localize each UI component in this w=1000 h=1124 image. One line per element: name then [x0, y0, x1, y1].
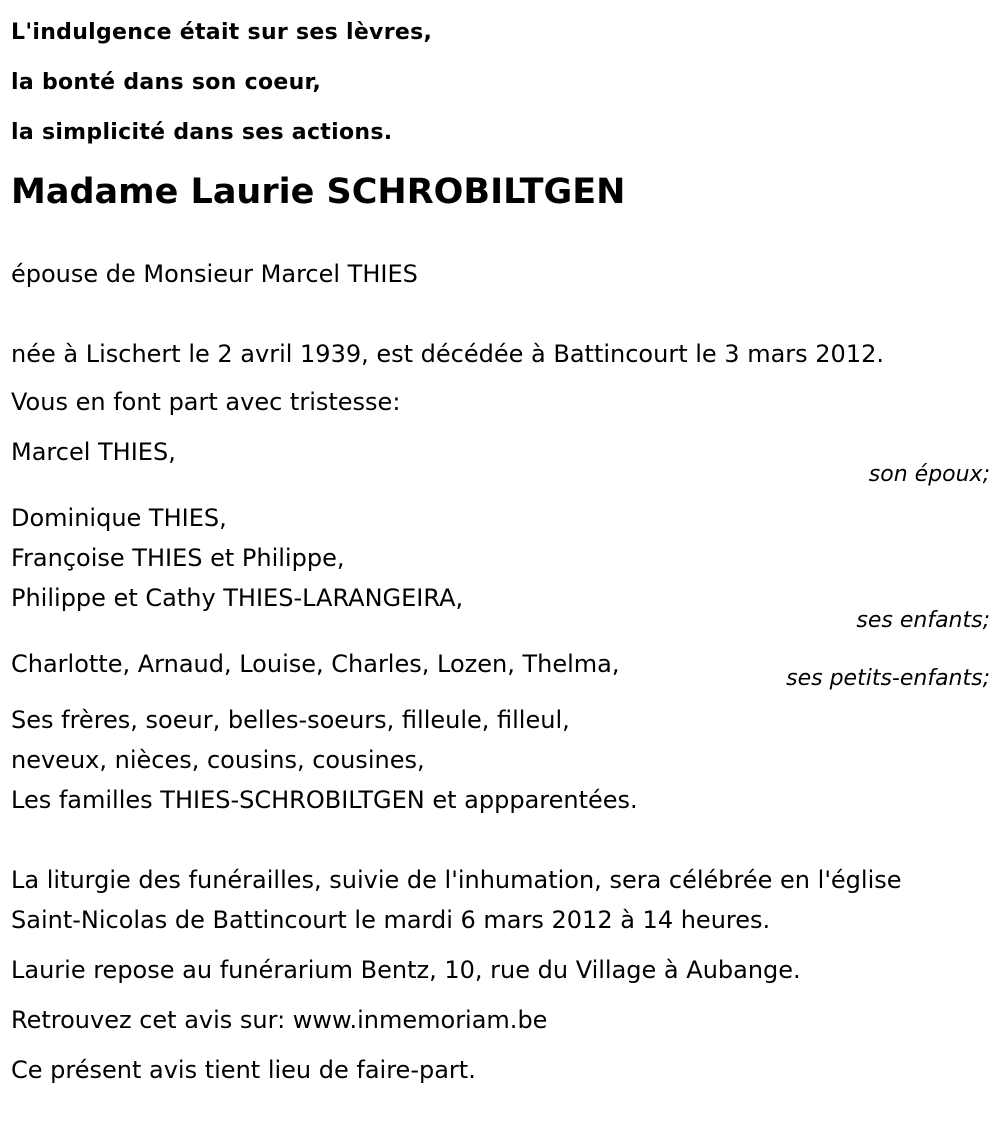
family-role-grandchildren: ses petits-enfants;	[786, 666, 990, 691]
family-role-children: ses enfants;	[856, 608, 990, 633]
family-member: Charlotte, Arnaud, Louise, Charles, Lozen, Thelma,	[11, 650, 620, 678]
family-group-children	[11, 498, 990, 632]
faire-part-notice: Ce présent avis tient lieu de faire-part.	[11, 1056, 476, 1084]
spouse-line: épouse de Monsieur Marcel THIES	[11, 260, 418, 288]
website-line: Retrouvez cet avis sur: www.inmemoriam.be	[11, 1006, 548, 1034]
liturgy-line-2: Saint-Nicolas de Battincourt le mardi 6 mars 2012 à 14 heures.	[11, 906, 771, 934]
quote-line-1: L'indulgence était sur ses lèvres,	[11, 20, 433, 45]
family-member: neveux, nièces, cousins, cousines,	[11, 746, 425, 774]
family-member: Philippe et Cathy THIES-LARANGEIRA,	[11, 584, 464, 612]
family-group-spouse	[11, 432, 990, 486]
family-member: Françoise THIES et Philippe,	[11, 544, 345, 572]
announcement-line: Vous en font part avec tristesse:	[11, 388, 401, 416]
liturgy-line-1: La liturgie des funérailles, suivie de l'inhumation, sera célébrée en l'église	[11, 866, 902, 894]
deceased-name: Madame Laurie SCHROBILTGEN	[11, 172, 626, 212]
funerarium-line: Laurie repose au funérarium Bentz, 10, rue du Village à Aubange.	[11, 956, 801, 984]
family-role-spouse: son époux;	[868, 462, 990, 487]
quote-line-2: la bonté dans son coeur,	[11, 70, 322, 95]
family-group-relatives	[11, 700, 990, 820]
family-member: Dominique THIES,	[11, 504, 227, 532]
family-group-grandchildren	[11, 644, 990, 690]
liturgy-paragraph	[11, 860, 990, 940]
birth-death-line: née à Lischert le 2 avril 1939, est décédée à Battincourt le 3 mars 2012.	[11, 340, 884, 368]
memorial-quote	[11, 0, 990, 158]
quote-line-3: la simplicité dans ses actions.	[11, 120, 393, 145]
family-member: Ses frères, soeur, belles-soeurs, filleule, filleul,	[11, 706, 570, 734]
family-member: Marcel THIES,	[11, 438, 176, 466]
family-member: Les familles THIES-SCHROBILTGEN et appparentées.	[11, 786, 638, 814]
